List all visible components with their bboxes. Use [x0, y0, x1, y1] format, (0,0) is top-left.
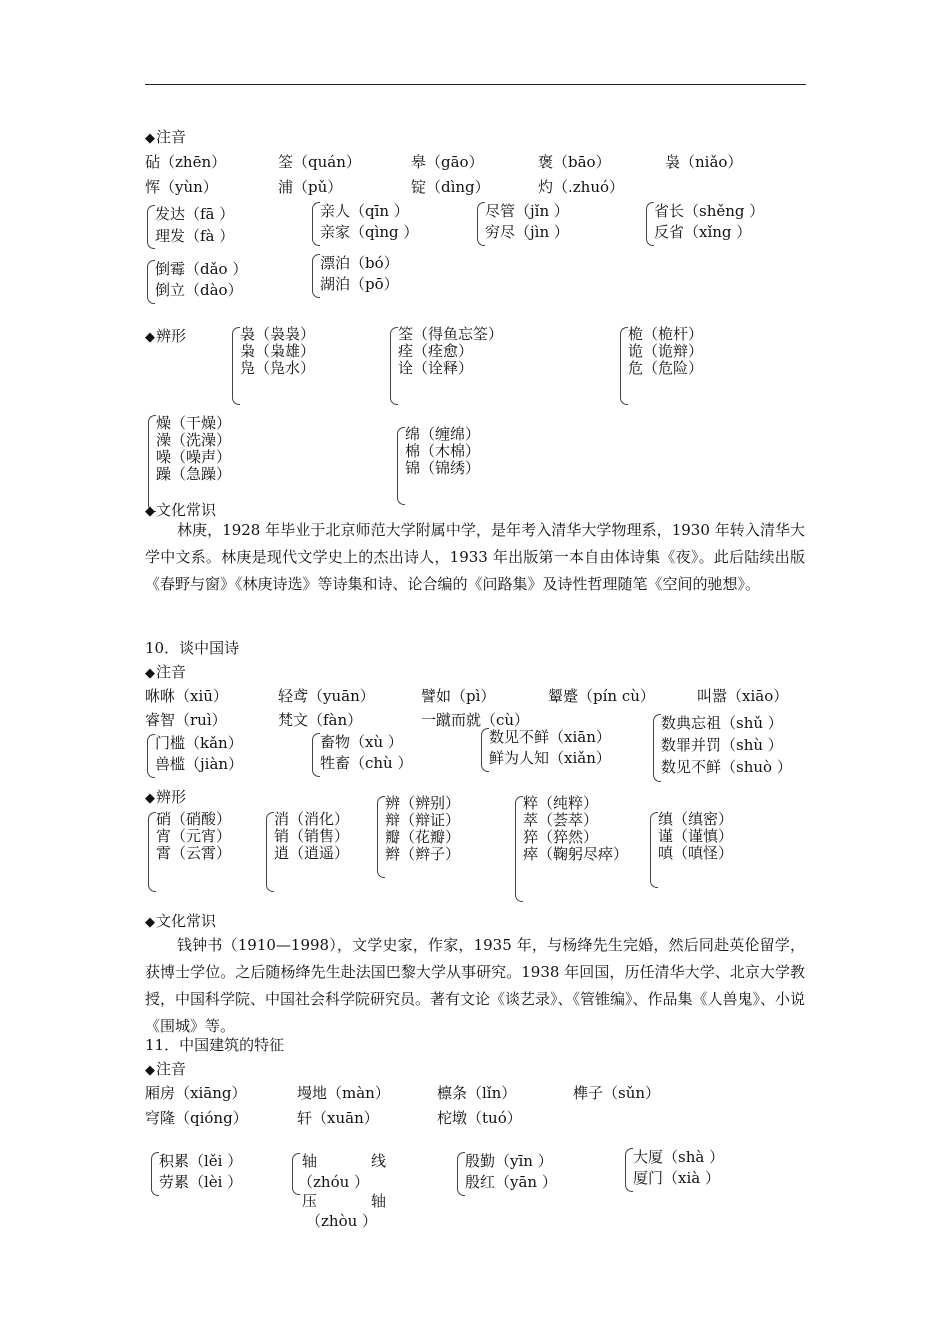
pinyin-item: 积累（lěi ） [159, 1152, 243, 1170]
char-form-item: 宵（元宵） [156, 827, 232, 845]
pinyin-item: 轴 [371, 1192, 387, 1210]
heading-zhuyin-9: ◆ 注音 [145, 129, 186, 147]
brace [397, 427, 405, 505]
pinyin-item: 发达（fā ） [155, 205, 235, 223]
brace [625, 1148, 633, 1192]
brace [147, 205, 155, 249]
pinyin-item: 檩条（lǐn） [437, 1084, 517, 1102]
char-form-item: 缜（缜密） [658, 810, 734, 828]
pinyin-item: 袅（niǎo） [665, 153, 743, 171]
heading-wenhua-10: ◆ 文化常识 [145, 913, 216, 931]
pinyin-item: 数典忘祖（shǔ ） [661, 714, 783, 732]
char-form-item: 棉（木棉） [405, 442, 481, 460]
char-form-item: 凫（凫水） [240, 359, 316, 377]
pinyin-item: 墁地（màn） [297, 1084, 390, 1102]
pinyin-item: 兽槛（jiàn） [155, 755, 244, 773]
char-form-item: 澡（洗澡） [156, 431, 232, 449]
pinyin-item: 理发（fà ） [155, 227, 235, 245]
char-form-item: 辩（辩证） [385, 811, 461, 829]
pinyin-item: 数见不鲜（shuò ） [661, 758, 792, 776]
char-form-item: 噪（噪声） [156, 448, 232, 466]
char-form-item: 猝（猝然） [523, 828, 599, 846]
pinyin-item: 数见不鲜（xiān） [489, 728, 611, 746]
char-form-item: 枭（枭雄） [240, 342, 316, 360]
pinyin-item: 梵文（fàn） [278, 711, 363, 729]
header-rule [145, 84, 806, 85]
char-form-item: 萃（荟萃） [523, 811, 599, 829]
section-title-10: 10．谈中国诗 [145, 639, 240, 657]
heading-zhuyin-11: ◆ 注音 [145, 1061, 186, 1079]
brace [457, 1152, 465, 1196]
pinyin-item: 压 [302, 1192, 318, 1210]
heading-zhuyin-10: ◆ 注音 [145, 664, 186, 682]
pinyin-item: 睿智（ruì） [145, 711, 227, 729]
pinyin-item: 榫子（sǔn） [573, 1084, 661, 1102]
pinyin-item: 褒（bāo） [538, 153, 611, 171]
pinyin-item: 畜物（xù ） [320, 733, 403, 751]
pinyin-item: 咻咻（xiū） [145, 687, 228, 705]
brace [620, 327, 628, 405]
pinyin-item: 倒立（dào） [155, 281, 243, 299]
pinyin-item: 灼（.zhuó） [538, 178, 625, 196]
brace [312, 202, 320, 246]
pinyin-item: 锭（dìng） [411, 178, 490, 196]
char-form-item: 痊（痊愈） [398, 342, 474, 360]
char-form-item: 消（消化） [274, 810, 350, 828]
char-form-item: 瓣（花瓣） [385, 828, 461, 846]
brace [390, 327, 398, 405]
char-form-item: 袅（袅袅） [240, 325, 316, 343]
char-form-item: 硝（硝酸） [156, 810, 232, 828]
pinyin-item: 砧（zhēn） [145, 153, 227, 171]
char-form-item: 诡（诡辩） [628, 342, 704, 360]
char-form-item: 辨（辨别） [385, 794, 461, 812]
char-form-item: 霄（云霄） [156, 844, 232, 862]
pinyin-item: 殷红（yān ） [465, 1173, 557, 1191]
pinyin-item: 湖泊（pō） [320, 275, 399, 293]
pinyin-item: 穹隆（qióng） [145, 1109, 248, 1127]
heading-bianxing-10: ◆ 辨形 [145, 789, 186, 807]
brace [147, 734, 155, 778]
pinyin-item: 大厦（shà ） [633, 1148, 725, 1166]
culture-paragraph-9: 林庚，1928 年毕业于北京师范大学附属中学，是年考入清华大学物理系，1930 年转入清华大学中文系。林庚是现代文学史上的杰出诗人，1933 年出版第一本自由体诗集《夜》。此后陆续出版《春野与窗》《林庚诗选》等诗集和诗、论合编的《问路集》及诗性哲理随笔《空间的驰想》。 [145, 521, 805, 593]
brace [312, 733, 320, 777]
pinyin-item: 省长（shěng ） [654, 202, 765, 220]
pinyin-item: 反省（xǐng ） [654, 223, 752, 241]
brace [377, 796, 385, 878]
pinyin-item: 浦（pǔ） [278, 178, 343, 196]
char-form-item: 绵（缠绵） [405, 425, 481, 443]
char-form-item: 躁（急躁） [156, 465, 232, 483]
char-form-item: 桅（桅杆） [628, 325, 704, 343]
char-form-item: 筌（得鱼忘筌） [398, 325, 504, 343]
pinyin-item: 亲人（qīn ） [320, 202, 409, 220]
char-form-item: 嗔（嗔怪） [658, 844, 734, 862]
pinyin-item: 门槛（kǎn） [155, 734, 243, 752]
pinyin-item: （zhóu ） [298, 1173, 370, 1191]
brace [312, 254, 320, 298]
pinyin-item: 线 [371, 1152, 387, 1170]
pinyin-item: 轩（xuān） [297, 1109, 379, 1127]
pinyin-item: 亲家（qìng ） [320, 223, 419, 241]
pinyin-item: 劳累（lèi ） [159, 1173, 243, 1191]
char-form-item: 销（销售） [274, 827, 350, 845]
char-form-item: 危（危险） [628, 359, 704, 377]
pinyin-item: 叫嚣（xiāo） [697, 687, 789, 705]
pinyin-item: 轻鸢（yuān） [278, 687, 375, 705]
brace [151, 1152, 159, 1196]
char-form-item: 瘁（鞠躬尽瘁） [523, 845, 629, 863]
char-form-item: 逍（逍遥） [274, 844, 350, 862]
brace [148, 812, 156, 892]
pinyin-item: 穷尽（jìn ） [485, 223, 569, 241]
pinyin-item: 尽管（jǐn ） [485, 202, 569, 220]
pinyin-item: 筌（quán） [278, 153, 361, 171]
pinyin-item: 皋（gāo） [411, 153, 484, 171]
char-form-item: 锦（锦绣） [405, 459, 481, 477]
brace [147, 260, 155, 304]
culture-paragraph-10: 钱钟书（1910—1998），文学史家，作家，1935 年，与杨绛先生完婚，然后同赴英伦留学，获博士学位。之后随杨绛先生赴法国巴黎大学从事研究。1938 年回国，历任清华大学、北京大学教授，中国科学院、中国社会科学院研究员。著有文论《谈艺录》、《管锥编》、作品集《人兽鬼》、小说《围城》等。 [145, 936, 806, 1035]
heading-bianxing-9: ◆ 辨形 [145, 328, 186, 346]
brace [653, 714, 661, 782]
char-form-item: 谨（谨慎） [658, 827, 734, 845]
pinyin-item: 颦蹙（pín cù） [548, 687, 655, 705]
pinyin-item: 轴 [302, 1152, 318, 1170]
brace [477, 202, 485, 246]
brace [515, 796, 523, 902]
char-form-item: 辫（辫子） [385, 845, 461, 863]
pinyin-item: 殷勤（yīn ） [465, 1152, 553, 1170]
char-form-item: 诠（诠释） [398, 359, 474, 377]
char-form-item: 粹（纯粹） [523, 794, 599, 812]
brace [266, 812, 274, 892]
pinyin-item: 牲畜（chù ） [320, 754, 413, 772]
heading-wenhua-9: ◆ 文化常识 [145, 502, 216, 520]
char-form-item: 燥（干燥） [156, 414, 232, 432]
pinyin-item: 厦门（xià ） [633, 1169, 720, 1187]
pinyin-item: 恽（yùn） [145, 178, 218, 196]
pinyin-item: 鲜为人知（xiǎn） [489, 749, 611, 767]
brace [232, 327, 240, 405]
pinyin-item: 柁墩（tuó） [437, 1109, 522, 1127]
pinyin-item: 漂泊（bó） [320, 254, 399, 272]
section-title-11: 11．中国建筑的特征 [145, 1036, 285, 1054]
brace [148, 415, 156, 512]
pinyin-item: 数罪并罚（shù ） [661, 736, 783, 754]
pinyin-item: 倒霉（dǎo ） [155, 260, 248, 278]
pinyin-item: 一蹴而就（cù） [421, 711, 530, 729]
brace [481, 728, 489, 772]
brace [650, 812, 658, 888]
pinyin-item: （zhòu ） [306, 1212, 378, 1230]
pinyin-item: 譬如（pì） [421, 687, 496, 705]
pinyin-item: 厢房（xiāng） [145, 1084, 247, 1102]
brace [646, 202, 654, 246]
